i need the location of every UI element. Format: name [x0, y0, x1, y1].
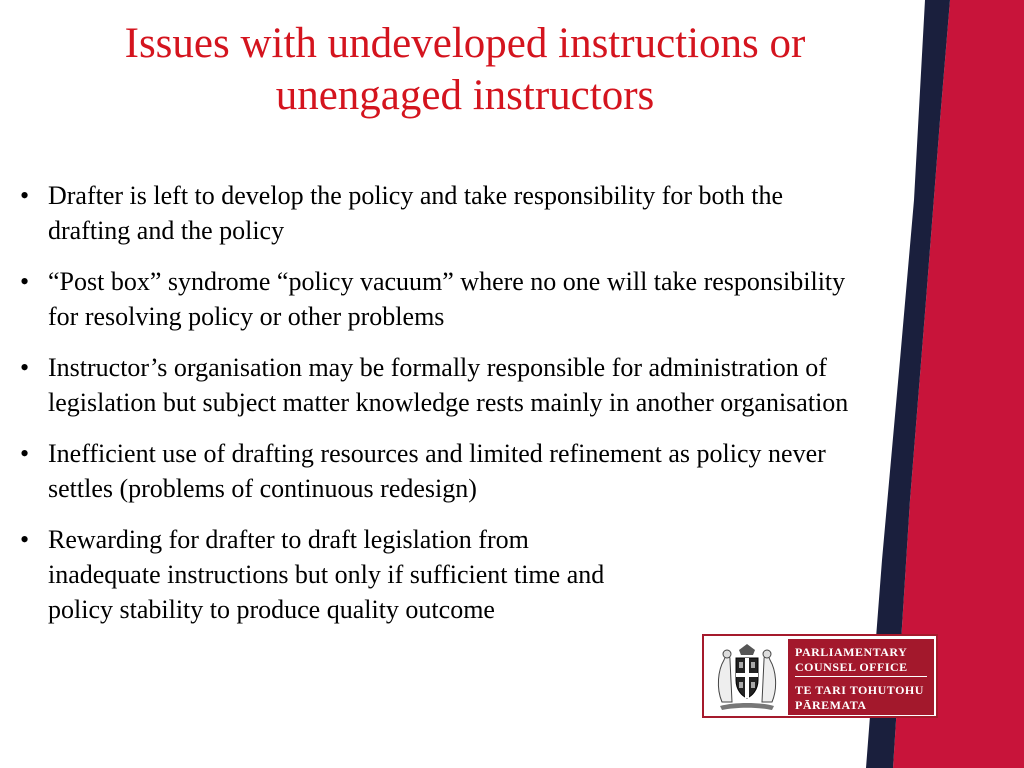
logo-line-4: PĀREMATA	[795, 698, 867, 712]
bullet-marker: •	[20, 525, 30, 554]
bullet-text: Drafter is left to develop the policy and take responsibility for both the drafting and the policy	[48, 181, 784, 245]
bullet-text: Inefficient use of drafting resources and limited refinement as policy never settles (problems of continuous redesign)	[48, 439, 826, 503]
bullet-marker: •	[20, 439, 30, 468]
nz-coat-of-arms-icon	[708, 640, 786, 714]
bullet-marker: •	[20, 181, 30, 210]
bullet-item	[20, 350, 870, 420]
bullet-marker: •	[20, 267, 30, 296]
bullet-item	[20, 436, 870, 506]
logo-line-3: TE TARI TOHUTOHU	[795, 683, 924, 697]
logo-text-panel	[788, 639, 934, 715]
bullet-text: “Post box” syndrome “policy vacuum” where no one will take responsibility for resolving policy or other problems	[48, 267, 846, 331]
logo-divider	[795, 676, 927, 677]
bullet-item	[20, 264, 870, 334]
bullet-item	[20, 178, 870, 248]
logo-line-2: COUNSEL OFFICE	[795, 660, 908, 674]
bullet-list	[20, 178, 870, 643]
bullet-item	[20, 522, 870, 627]
bullet-text: Rewarding for drafter to draft legislation from inadequate instructions but only if sufficient time and policy stability to produce quality outcome	[48, 525, 605, 624]
bullet-marker: •	[20, 353, 30, 382]
logo-line-1: PARLIAMENTARY	[795, 645, 908, 659]
bullet-text: Instructor’s organisation may be formally responsible for administration of legislation but subject matter knowledge rests mainly in another organisation	[48, 353, 849, 417]
pco-logo	[702, 634, 938, 718]
slide-title: Issues with undeveloped instructions or unengaged instructors	[124, 20, 806, 119]
